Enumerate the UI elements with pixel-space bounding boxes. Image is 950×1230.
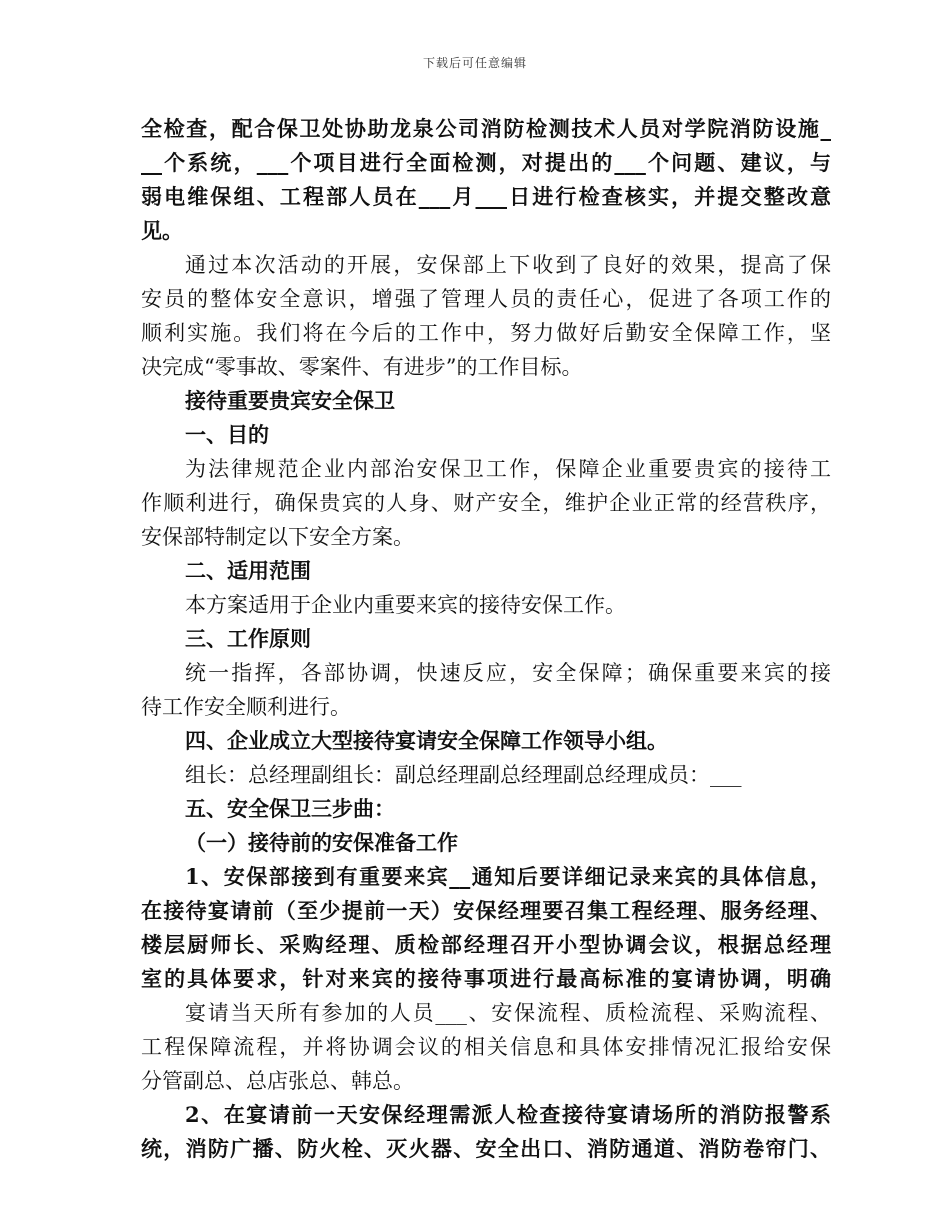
text-line: 为法律规范企业内部治安保卫工作，保障企业重要贵宾的接待工 — [185, 457, 831, 481]
text-line: 1、安保部接到有重要来宾__通知后要详细记录来宾的具体信息， — [185, 864, 831, 889]
document-body — [141, 112, 831, 1166]
text-line: 五、安全保卫三步曲： — [185, 796, 395, 821]
text-line: 统，消防广播、防火栓、灭火器、安全出口、消防通道、消防卷帘门、 — [141, 1136, 831, 1161]
text-line: 作顺利进行，确保贵宾的人身、财产安全，维护企业正常的经营秩序， — [141, 491, 831, 515]
text-line: 本方案适用于企业内重要来宾的接待安保工作。 — [185, 593, 626, 617]
text-line: 顺利实施。我们将在今后的工作中，努力做好后勤安全保障工作，坚 — [141, 321, 831, 345]
text-line: 全检查，配合保卫处协助龙泉公司消防检测技术人员对学院消防设施_ — [141, 116, 831, 141]
text-line: 楼层厨师长、采购经理、质检部经理召开小型协调会议，根据总经理 — [141, 932, 831, 957]
text-line: 弱电维保组、工程部人员在___月___日进行检查核实，并提交整改意 — [141, 184, 831, 209]
text-line: 决完成“零事故、零案件、有进步”的工作目标。 — [141, 355, 583, 379]
text-line: __个系统，___个项目进行全面检测，对提出的___个问题、建议，与 — [141, 150, 831, 175]
text-line: 室的具体要求，针对来宾的接待事项进行最高标准的宴请协调，明确 — [141, 966, 831, 991]
text-line: 一、目的 — [185, 422, 269, 447]
text-line: 在接待宴请前（至少提前一天）安保经理要召集工程经理、服务经理、 — [141, 898, 831, 923]
text-line: 分管副总、总店张总、韩总。 — [141, 1069, 414, 1093]
text-line: 二、适用范围 — [185, 558, 311, 583]
text-line: 组长：总经理副组长：副总经理副总经理副总经理成员：___ — [185, 763, 742, 787]
text-line: 安保部特制定以下安全方案。 — [141, 525, 414, 549]
text-line: 见。 — [141, 218, 183, 243]
page-header-note: 下载后可任意编辑 — [422, 56, 527, 70]
text-line: 工程保障流程，并将协调会议的相关信息和具体安排情况汇报给安保 — [141, 1035, 831, 1059]
text-line: 2、在宴请前一天安保经理需派人检查接待宴请场所的消防报警系 — [185, 1102, 831, 1127]
text-line: （一）接待前的安保准备工作 — [185, 830, 458, 855]
text-line: 接待重要贵宾安全保卫 — [185, 388, 395, 413]
text-line: 三、工作原则 — [185, 626, 311, 651]
text-line: 宴请当天所有参加的人员___、安保流程、质检流程、采购流程、 — [185, 1001, 831, 1025]
text-line: 安员的整体安全意识，增强了管理人员的责任心，促进了各项工作的 — [141, 287, 831, 311]
text-line: 四、企业成立大型接待宴请安全保障工作领导小组。 — [185, 728, 668, 753]
text-line: 待工作安全顺利进行。 — [141, 695, 351, 719]
text-line: 通过本次活动的开展，安保部上下收到了良好的效果，提高了保 — [185, 253, 831, 277]
text-line: 统一指挥，各部协调，快速反应，安全保障；确保重要来宾的接 — [185, 661, 831, 685]
